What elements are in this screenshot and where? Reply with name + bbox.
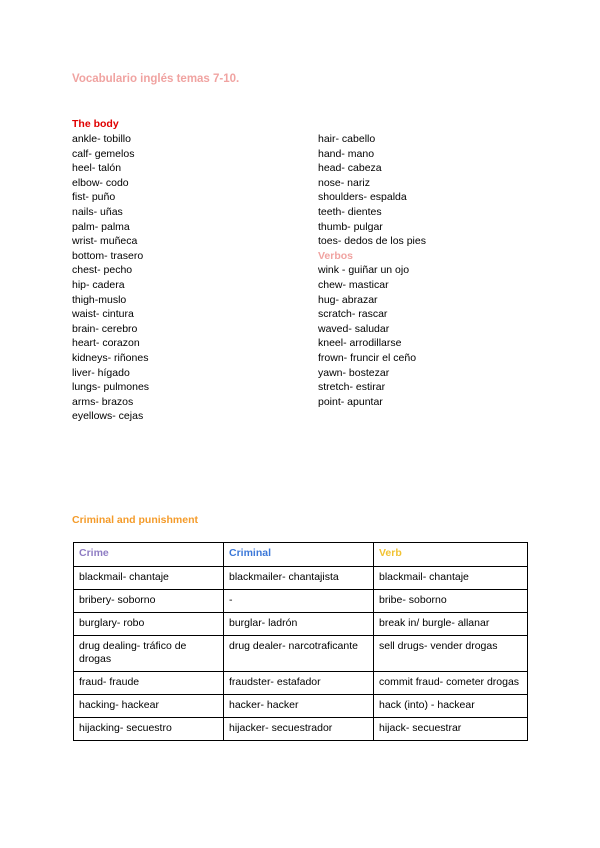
table-row [74,613,528,636]
vocab-item: brain- cerebro [72,322,138,335]
column-header-crime: Crime [74,543,224,567]
table-cell: fraud- fraude [74,672,224,695]
table-cell: hijacking- secuestro [74,718,224,741]
verb-item: waved- saludar [318,322,390,335]
vocab-item: nails- uñas [72,205,123,218]
table-row [74,567,528,590]
table-cell: hacking- hackear [74,695,224,718]
vocab-item: fist- puño [72,191,116,204]
table-cell: blackmail- chantaje [74,567,224,590]
column-header-criminal: Criminal [224,543,374,567]
verb-item: yawn- bostezar [318,366,390,379]
table-body [74,567,528,741]
vocab-item: teeth- dientes [318,205,382,218]
vocab-item: wrist- muñeca [72,235,138,248]
vocab-item: nose- nariz [318,176,370,189]
table-cell: drug dealer- narcotraficante [224,636,374,672]
verb-item: chew- masticar [318,278,389,291]
vocab-item: shoulders- espalda [318,191,407,204]
table-cell: bribe- soborno [374,590,528,613]
table-cell: fraudster- estafador [224,672,374,695]
verb-item: wink - guiñar un ojo [318,264,410,277]
vocab-item: bottom- trasero [72,249,144,262]
vocab-item: chest- pecho [72,264,133,277]
table-row [74,590,528,613]
table-cell: sell drugs- vender drogas [374,636,528,672]
vocab-item: calf- gemelos [72,147,135,160]
table-header-row [74,543,528,567]
body-vocab-list-right [318,132,426,409]
table-cell: hack (into) - hackear [374,695,528,718]
vocab-item: heel- talón [72,162,122,175]
vocab-item: thigh-muslo [72,293,127,306]
crime-section-heading: Criminal and punishment [72,514,199,526]
table-cell: burglar- ladrón [224,613,374,636]
vocab-item: palm- palma [72,220,130,233]
table-row [74,636,528,672]
vocab-item: kidneys- riñones [72,351,149,364]
vocab-item: liver- hígado [72,366,130,379]
crime-vocab-table [73,542,528,741]
vocab-item: hand- mano [318,147,375,160]
verbs-subheading: Verbos [318,249,354,262]
body-section-heading: The body [72,118,119,130]
vocab-item: arms- brazos [72,395,134,408]
verb-item: hug- abrazar [318,293,378,306]
table-cell: - [224,590,374,613]
document-title: Vocabulario inglés temas 7-10. [72,73,240,85]
vocab-item: ankle- tobillo [72,133,131,145]
vocab-item: lungs- pulmones [72,381,150,394]
table-row [74,718,528,741]
body-vocab-list-left [72,132,149,424]
verb-item: kneel- arrodillarse [318,337,402,350]
table-row [74,695,528,718]
vocab-item: elbow- codo [72,176,129,189]
vocab-item: heart- corazon [72,337,140,350]
table-cell: burglary- robo [74,613,224,636]
table-cell: bribery- soborno [74,590,224,613]
table-cell: hacker- hacker [224,695,374,718]
vocab-item: hair- cabello [318,133,376,145]
table-cell: blackmail- chantaje [374,567,528,590]
table-cell: hijack- secuestrar [374,718,528,741]
table-row [74,672,528,695]
vocab-item: thumb- pulgar [318,220,383,233]
vocab-item: hip- cadera [72,278,125,291]
verb-item: frown- fruncir el ceño [318,351,417,364]
verb-item: point- apuntar [318,395,383,408]
vocab-item: eyellows- cejas [72,410,144,423]
table-cell: hijacker- secuestrador [224,718,374,741]
vocab-item: waist- cintura [72,308,134,321]
table-cell: blackmailer- chantajista [224,567,374,590]
vocab-item: head- cabeza [318,162,382,175]
column-header-verb: Verb [374,543,528,567]
verb-item: stretch- estirar [318,381,386,394]
table-cell: break in/ burgle- allanar [374,613,528,636]
verb-item: scratch- rascar [318,308,388,321]
vocab-item: toes- dedos de los pies [318,235,426,248]
table-cell: drug dealing- tráfico de drogas [74,636,224,672]
table-cell: commit fraud- cometer drogas [374,672,528,695]
